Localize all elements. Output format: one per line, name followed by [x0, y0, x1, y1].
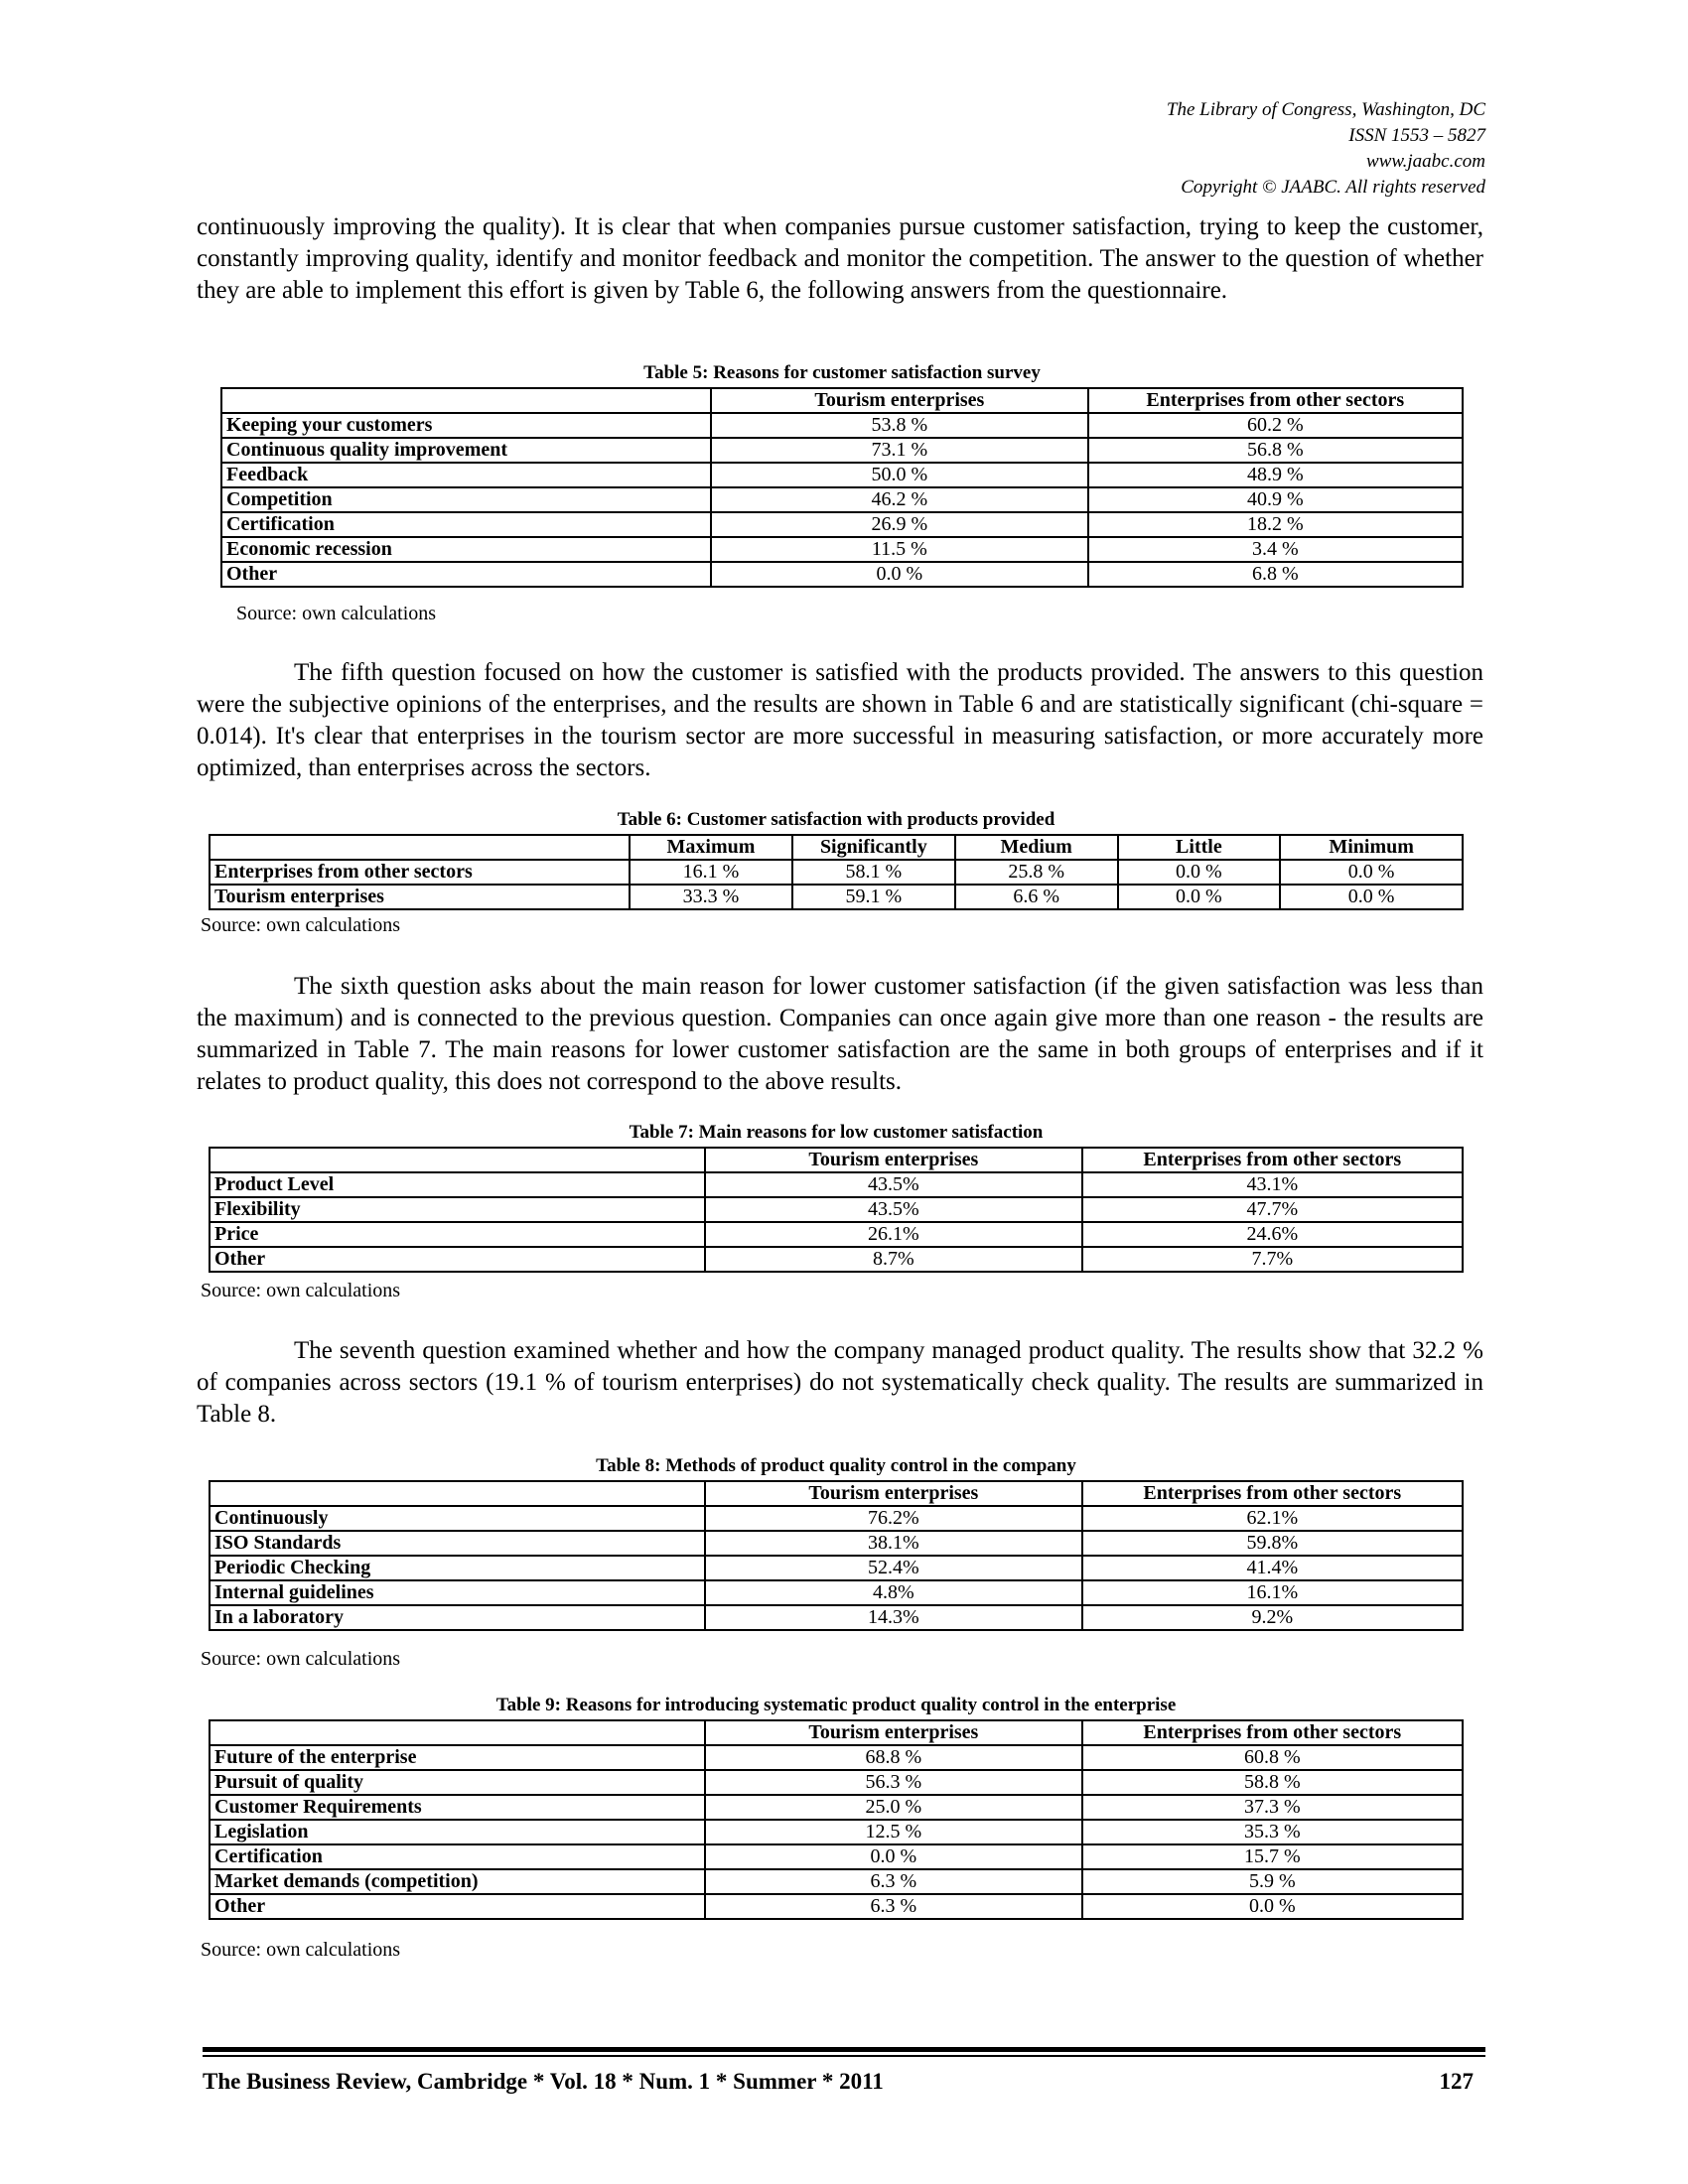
- paragraph: continuously improving the quality). It is clear that when companies pursue customer satisfaction, trying to keep the customer, constantly improving quality, identify and monitor feedback and monitor the competition. The answer to the question of whether they are able to implement this effort is given by Table 6, the following answers from the questionnaire.: [197, 213, 1483, 304]
- cell: 59.8%: [1082, 1531, 1463, 1556]
- cell: 4.8%: [705, 1580, 1081, 1605]
- table-row: [210, 1506, 1463, 1531]
- header-cell: [210, 1148, 705, 1172]
- header-cell: [210, 1720, 705, 1745]
- cell: 50.0 %: [711, 463, 1087, 487]
- cell: 53.8 %: [711, 413, 1087, 438]
- table-row: [221, 463, 1463, 487]
- cell: 60.2 %: [1088, 413, 1463, 438]
- cell: 11.5 %: [711, 537, 1087, 562]
- footer-journal: The Business Review, Cambridge * Vol. 18 * Num. 1 * Summer * 2011: [203, 2069, 884, 2094]
- cell: 59.1 %: [792, 885, 955, 909]
- header-cell: [210, 1481, 705, 1506]
- cell: 3.4 %: [1088, 537, 1463, 562]
- header-cell: Medium: [955, 835, 1118, 860]
- cell: 58.8 %: [1082, 1770, 1463, 1795]
- cell: 38.1%: [705, 1531, 1081, 1556]
- table-header-row: [210, 835, 1463, 860]
- cell: 6.3 %: [705, 1869, 1081, 1894]
- table-row: [210, 1222, 1463, 1247]
- cell: 14.3%: [705, 1605, 1081, 1630]
- cell: 5.9 %: [1082, 1869, 1463, 1894]
- table-caption: Table 7: Main reasons for low customer satisfaction: [629, 1122, 1044, 1143]
- page-number: 127: [1439, 2069, 1474, 2094]
- row-label: Competition: [221, 487, 711, 512]
- row-label: Continuously: [210, 1506, 705, 1531]
- table-header-row: [210, 1148, 1463, 1172]
- cell: 16.1 %: [630, 860, 792, 885]
- cell: 7.7%: [1082, 1247, 1463, 1272]
- cell: 16.1%: [1082, 1580, 1463, 1605]
- cell: 52.4%: [705, 1556, 1081, 1580]
- cell: 9.2%: [1082, 1605, 1463, 1630]
- cell: 43.5%: [705, 1197, 1081, 1222]
- header-cell: Tourism enterprises: [705, 1148, 1081, 1172]
- cell: 6.3 %: [705, 1894, 1081, 1919]
- cell: 8.7%: [705, 1247, 1081, 1272]
- cell: 33.3 %: [630, 885, 792, 909]
- cell: 26.1%: [705, 1222, 1081, 1247]
- row-label: Internal guidelines: [210, 1580, 705, 1605]
- table-row: [210, 1531, 1463, 1556]
- paragraph: The sixth question asks about the main reason for lower customer satisfaction (if the given satisfaction was less than the maximum) and is connected to the previous question. Companies can once again give more than one reason - the results are summarized in Table 7. The main reasons for lower customer satisfaction are the same in both groups of enterprises and if it relates to product quality, this does not correspond to the above results.: [197, 973, 1483, 1095]
- table-row: [210, 1820, 1463, 1844]
- header-line: www.jaabc.com: [1366, 151, 1485, 172]
- row-label: Periodic Checking: [210, 1556, 705, 1580]
- header-line: ISSN 1553 – 5827: [1348, 125, 1485, 146]
- table-row: [221, 487, 1463, 512]
- table-row: [221, 438, 1463, 463]
- row-label: Price: [210, 1222, 705, 1247]
- table-row: [210, 1172, 1463, 1197]
- footer-rule: [203, 2055, 1485, 2057]
- cell: 58.1 %: [792, 860, 955, 885]
- row-label: Future of the enterprise: [210, 1745, 705, 1770]
- table-source: Source: own calculations: [201, 1939, 401, 1961]
- table-row: [210, 1894, 1463, 1919]
- cell: 25.8 %: [955, 860, 1118, 885]
- table-row: [221, 413, 1463, 438]
- row-label: Feedback: [221, 463, 711, 487]
- table-row: [210, 1580, 1463, 1605]
- footer-rule: [203, 2047, 1485, 2052]
- cell: 12.5 %: [705, 1820, 1081, 1844]
- cell: 60.8 %: [1082, 1745, 1463, 1770]
- table-row: [221, 537, 1463, 562]
- cell: 48.9 %: [1088, 463, 1463, 487]
- table-caption: Table 9: Reasons for introducing systematic product quality control in the enterprise: [495, 1695, 1177, 1715]
- table-source: Source: own calculations: [201, 914, 401, 936]
- cell: 40.9 %: [1088, 487, 1463, 512]
- table-row: [210, 1795, 1463, 1820]
- table-row: [210, 1869, 1463, 1894]
- cell: 56.3 %: [705, 1770, 1081, 1795]
- row-label: Legislation: [210, 1820, 705, 1844]
- header-cell: Minimum: [1280, 835, 1463, 860]
- cell: 46.2 %: [711, 487, 1087, 512]
- data-table: [209, 1719, 1464, 1920]
- header-cell: Enterprises from other sectors: [1082, 1148, 1463, 1172]
- cell: 0.0 %: [1280, 885, 1463, 909]
- cell: 43.5%: [705, 1172, 1081, 1197]
- cell: 68.8 %: [705, 1745, 1081, 1770]
- data-table: [209, 834, 1464, 910]
- table-row: [210, 1745, 1463, 1770]
- header-cell: Enterprises from other sectors: [1082, 1720, 1463, 1745]
- table-row: [210, 1605, 1463, 1630]
- table-row: [210, 1247, 1463, 1272]
- table-row: [221, 562, 1463, 587]
- cell: 35.3 %: [1082, 1820, 1463, 1844]
- row-label: Product Level: [210, 1172, 705, 1197]
- header-cell: Tourism enterprises: [705, 1720, 1081, 1745]
- header-cell: Enterprises from other sectors: [1082, 1481, 1463, 1506]
- row-label: Tourism enterprises: [210, 885, 630, 909]
- cell: 0.0 %: [1082, 1894, 1463, 1919]
- header-line: Copyright © JAABC. All rights reserved: [1181, 177, 1485, 198]
- table-source: Source: own calculations: [201, 1648, 401, 1670]
- table-row: [210, 860, 1463, 885]
- row-label: Continuous quality improvement: [221, 438, 711, 463]
- paragraph: The fifth question focused on how the customer is satisfied with the products provided. The answers to this question were the subjective opinions of the enterprises, and the results are shown in Table 6 and are statistically significant (chi-square = 0.014). It's clear that enterprises in the tourism sector are more successful in measuring satisfaction, or more accurately more optimized, than enterprises across the sectors.: [197, 659, 1483, 781]
- cell: 56.8 %: [1088, 438, 1463, 463]
- header-cell: Enterprises from other sectors: [1088, 388, 1463, 413]
- row-label: Economic recession: [221, 537, 711, 562]
- header-cell: Little: [1118, 835, 1281, 860]
- row-label: Certification: [221, 512, 711, 537]
- table-header-row: [221, 388, 1463, 413]
- row-label: Other: [210, 1247, 705, 1272]
- row-label: Other: [210, 1894, 705, 1919]
- cell: 41.4%: [1082, 1556, 1463, 1580]
- cell: 37.3 %: [1082, 1795, 1463, 1820]
- cell: 26.9 %: [711, 512, 1087, 537]
- data-table: [209, 1480, 1464, 1631]
- header-cell: [210, 835, 630, 860]
- table-source: Source: own calculations: [236, 603, 437, 624]
- row-label: Certification: [210, 1844, 705, 1869]
- header-cell: Maximum: [630, 835, 792, 860]
- header-cell: Tourism enterprises: [705, 1481, 1081, 1506]
- row-label: Market demands (competition): [210, 1869, 705, 1894]
- cell: 25.0 %: [705, 1795, 1081, 1820]
- table-row: [221, 512, 1463, 537]
- cell: 0.0 %: [711, 562, 1087, 587]
- table-row: [210, 1197, 1463, 1222]
- row-label: Flexibility: [210, 1197, 705, 1222]
- header-cell: Tourism enterprises: [711, 388, 1087, 413]
- cell: 6.8 %: [1088, 562, 1463, 587]
- journal-header: [1167, 97, 1485, 201]
- header-cell: [221, 388, 711, 413]
- table-row: [210, 1844, 1463, 1869]
- cell: 0.0 %: [1118, 885, 1281, 909]
- table-row: [210, 1556, 1463, 1580]
- row-label: Pursuit of quality: [210, 1770, 705, 1795]
- cell: 62.1%: [1082, 1506, 1463, 1531]
- table-row: [210, 1770, 1463, 1795]
- table-header-row: [210, 1481, 1463, 1506]
- cell: 6.6 %: [955, 885, 1118, 909]
- cell: 73.1 %: [711, 438, 1087, 463]
- row-label: Customer Requirements: [210, 1795, 705, 1820]
- cell: 43.1%: [1082, 1172, 1463, 1197]
- cell: 15.7 %: [1082, 1844, 1463, 1869]
- row-label: Keeping your customers: [221, 413, 711, 438]
- row-label: In a laboratory: [210, 1605, 705, 1630]
- cell: 0.0 %: [1118, 860, 1281, 885]
- table-source: Source: own calculations: [201, 1280, 401, 1301]
- table-row: [210, 885, 1463, 909]
- data-table: [209, 1147, 1464, 1273]
- cell: 76.2%: [705, 1506, 1081, 1531]
- cell: 18.2 %: [1088, 512, 1463, 537]
- paragraph: The seventh question examined whether and how the company managed product quality. The results show that 32.2 % of companies across sectors (19.1 % of tourism enterprises) do not systematically check quality. The results are summarized in Table 8.: [197, 1337, 1483, 1428]
- table-caption: Table 8: Methods of product quality control in the company: [596, 1455, 1076, 1476]
- cell: 0.0 %: [705, 1844, 1081, 1869]
- cell: 24.6%: [1082, 1222, 1463, 1247]
- header-line: The Library of Congress, Washington, DC: [1166, 99, 1485, 120]
- table-caption: Table 5: Reasons for customer satisfaction survey: [643, 362, 1041, 383]
- data-table: [220, 387, 1464, 588]
- row-label: Other: [221, 562, 711, 587]
- table-header-row: [210, 1720, 1463, 1745]
- cell: 47.7%: [1082, 1197, 1463, 1222]
- cell: 0.0 %: [1280, 860, 1463, 885]
- row-label: ISO Standards: [210, 1531, 705, 1556]
- header-cell: Significantly: [792, 835, 955, 860]
- table-caption: Table 6: Customer satisfaction with products provided: [617, 809, 1055, 830]
- row-label: Enterprises from other sectors: [210, 860, 630, 885]
